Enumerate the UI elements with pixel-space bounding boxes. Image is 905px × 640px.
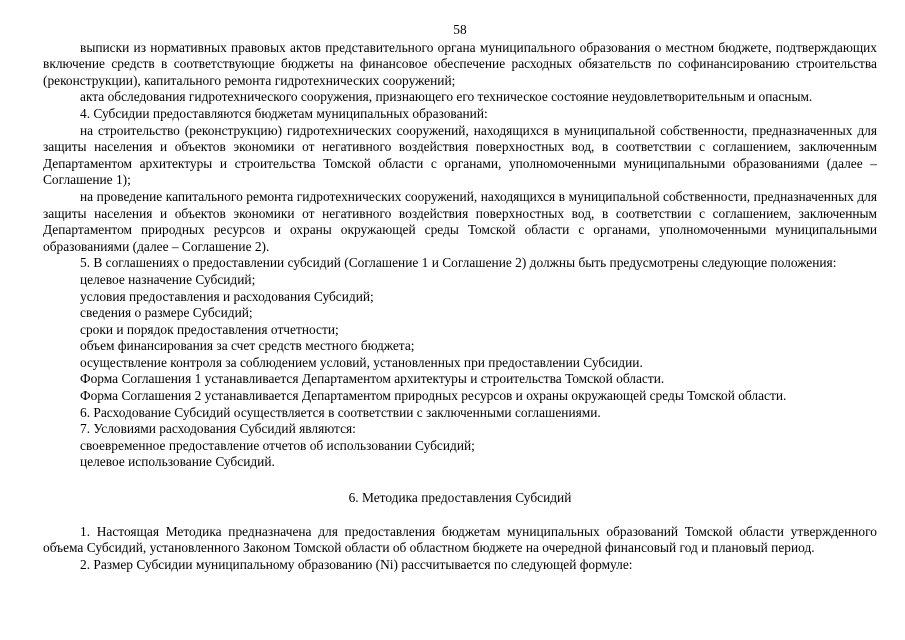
list-item: целевое назначение Субсидий; bbox=[80, 271, 256, 287]
section-title: 6. Методика предоставления Субсидий bbox=[348, 490, 572, 506]
list-item: целевое использование Субсидий. bbox=[80, 454, 275, 470]
list-item: объем финансирования за счет средств местного бюджета; bbox=[80, 338, 415, 354]
list-item: 7. Условиями расходования Субсидий являются: bbox=[80, 421, 356, 437]
list-item: своевременное предоставление отчетов об использовании Субсидий; bbox=[80, 437, 475, 453]
list-item: 6. Расходование Субсидий осуществляется в соответствии с заключенными соглашениями. bbox=[80, 404, 601, 420]
list-item: осуществление контроля за соблюдением условий, установленных при предоставлении Субсидии. bbox=[80, 354, 643, 370]
paragraph-construction: на строительство (реконструкцию) гидротехнических сооружений, находящихся в муниципальной собственности, предназначенных для защиты населения и объектов экономики от негативного воздействия поверхностных вод, в соответствии с соглашением, заключенным Департаментом архитектуры и строительства Томской области с органами, уполномоченными муниципальными образованиями (далее – Соглашение 1); bbox=[43, 122, 877, 188]
list-item: Форма Соглашения 2 устанавливается Департаментом природных ресурсов и охраны окружающей среды Томской области. bbox=[80, 388, 787, 404]
list-item: сведения о размере Субсидий; bbox=[80, 305, 253, 321]
paragraph-methodology: 1. Настоящая Методика предназначена для предоставления бюджетам муниципальных образований Томской области утвержденного объема Субсидий, установленного Законом Томской области об областном бюджете на очередной финансовый год и плановый период. bbox=[43, 523, 877, 556]
paragraph-inspection-act: акта обследования гидротехнического сооружения, признающего его техническое состояние неудовлетворительным и опасным. bbox=[80, 89, 813, 105]
list-item: условия предоставления и расходования Субсидий; bbox=[80, 288, 374, 304]
paragraph-formula-intro: 2. Размер Субсидии муниципальному образованию (Ni) рассчитывается по следующей формуле: bbox=[80, 556, 633, 572]
paragraph-repair: на проведение капитального ремонта гидротехнических сооружений, находящихся в муниципальной собственности, предназначенных для защиты населения и объектов экономики от негативного воздействия поверхностных вод, в соответствии с соглашением, заключенным Департаментом природных ресурсов и охраны окружающей среды Томской области с органами, уполномоченными муниципальными образованиями (далее – Соглашение 2). bbox=[43, 188, 877, 254]
list-item: Форма Соглашения 1 устанавливается Департаментом архитектуры и строительства Томской области. bbox=[80, 371, 665, 387]
paragraph-item-5: 5. В соглашениях о предоставлении субсидий (Соглашение 1 и Соглашение 2) должны быть предусмотрены следующие положения: bbox=[80, 255, 837, 271]
paragraph-extracts: выписки из нормативных правовых актов представительного органа муниципального образования о местном бюджете, подтверждающих включение средств в соответствующие бюджеты на финансовое обеспечение расходных обязательств по софинансированию строительства (реконструкции), капитального ремонта гидротехнических сооружений; bbox=[43, 39, 877, 88]
page-number: 58 bbox=[453, 22, 467, 37]
paragraph-item-4: 4. Субсидии предоставляются бюджетам муниципальных образований: bbox=[80, 105, 488, 121]
list-item: сроки и порядок предоставления отчетности; bbox=[80, 321, 339, 337]
